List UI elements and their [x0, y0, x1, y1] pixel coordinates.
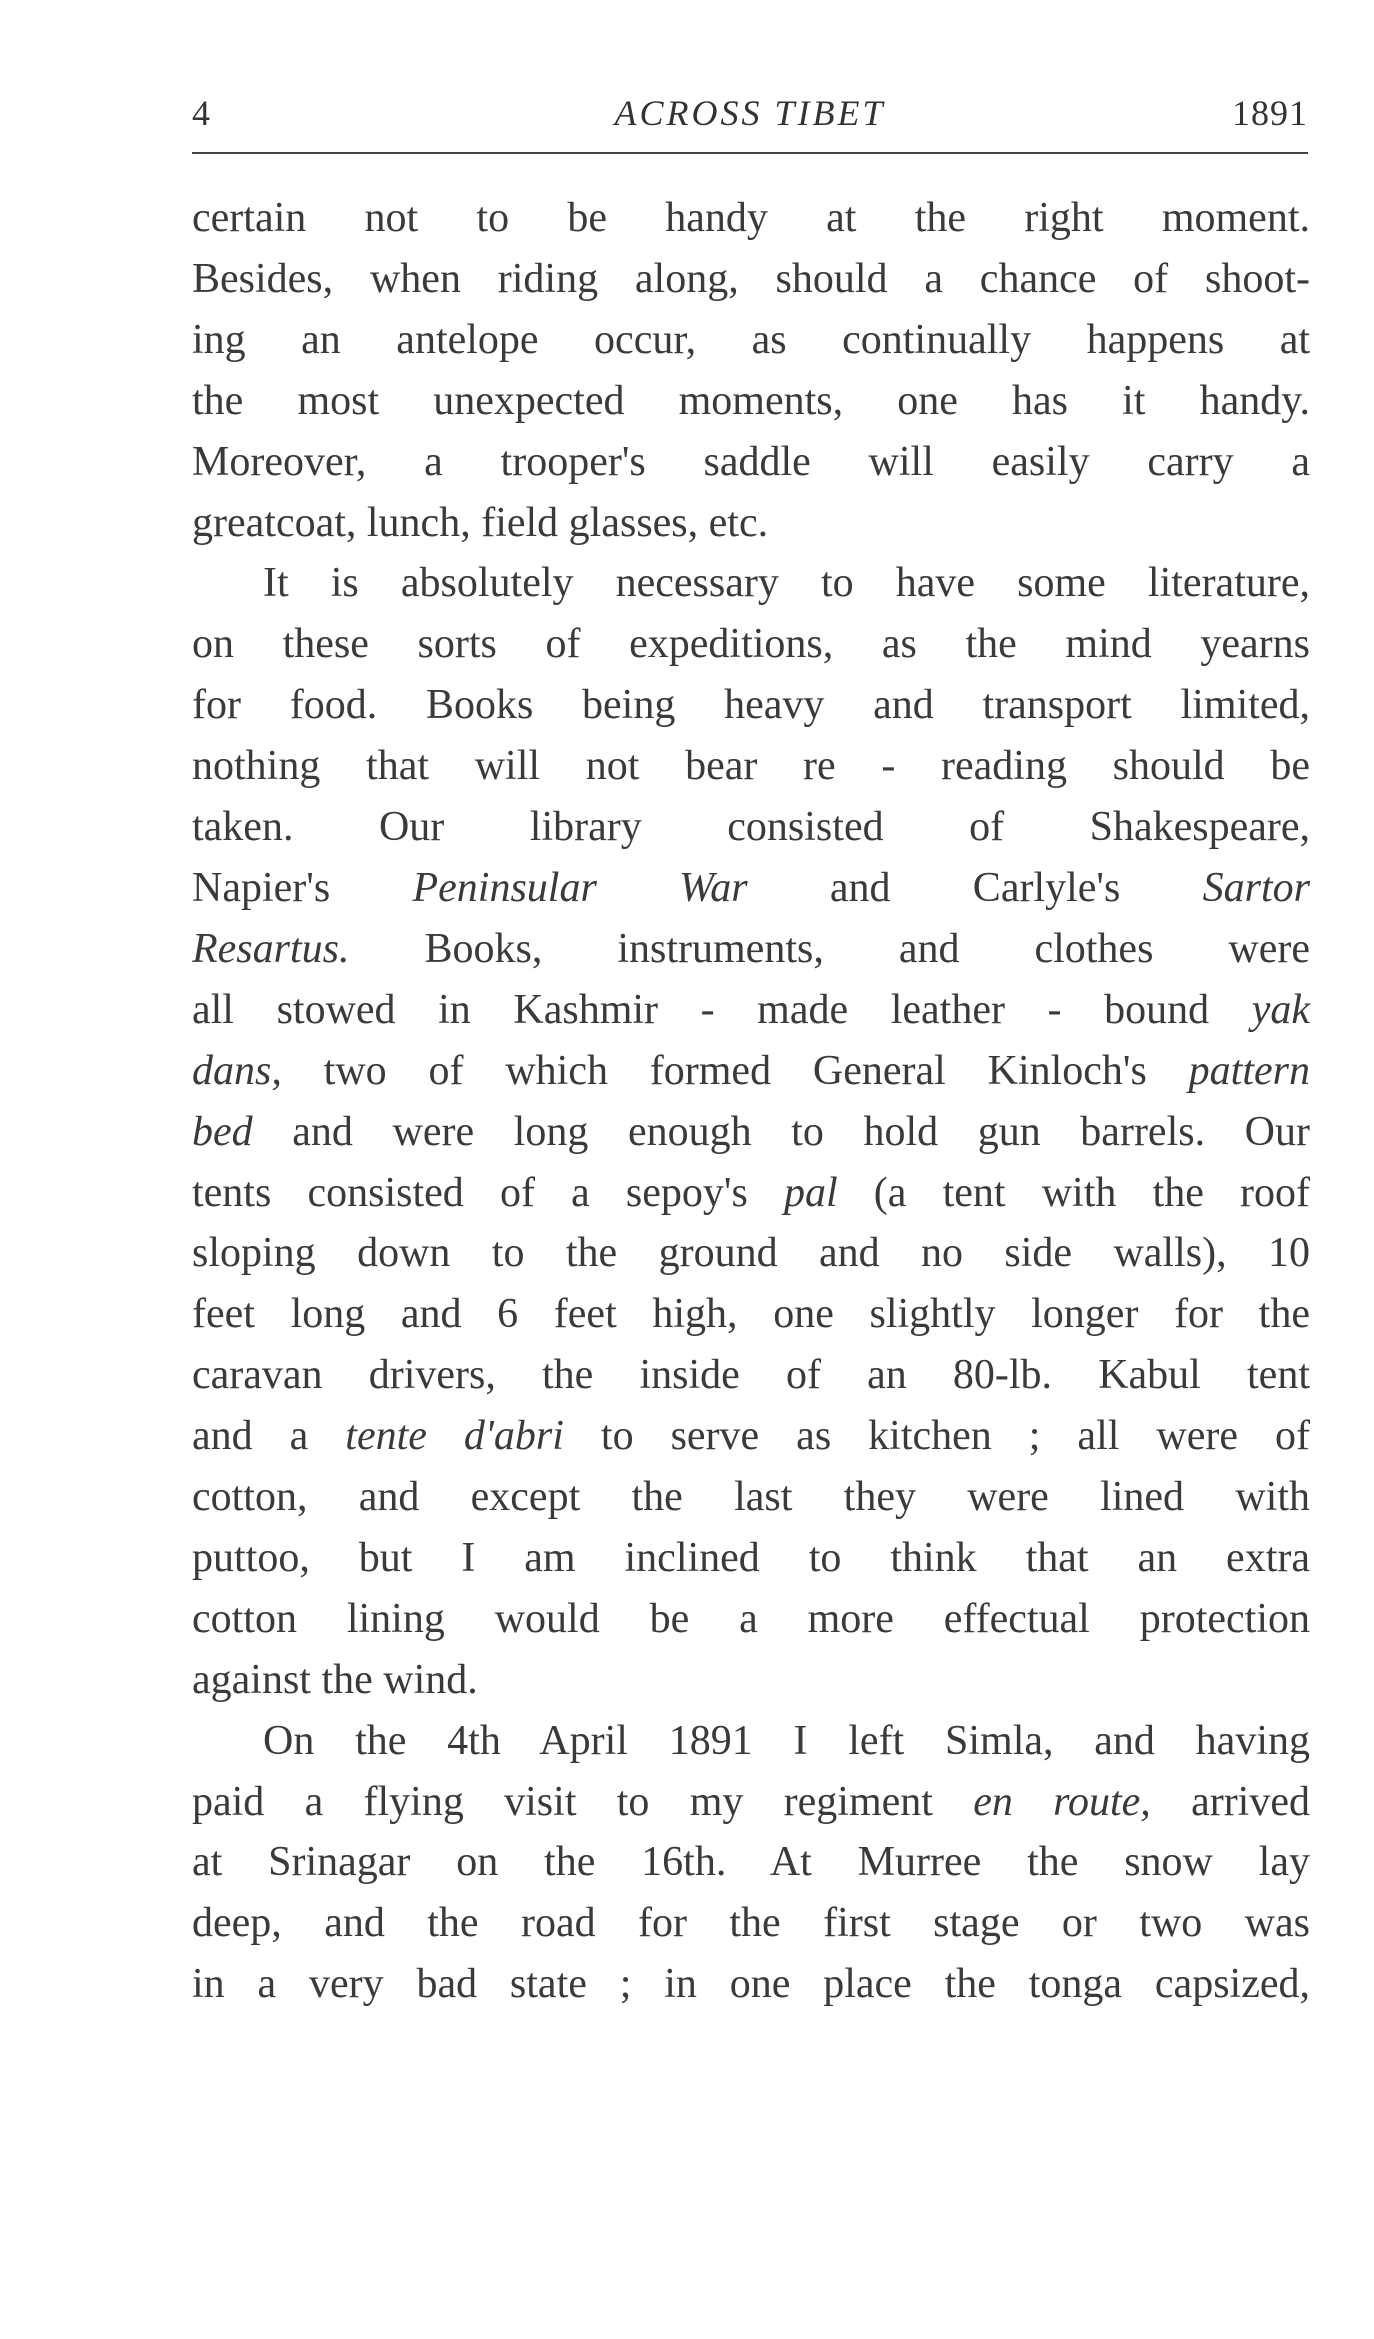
text-run: tents consisted of a sepoy's	[192, 1169, 784, 1216]
text-line: Moreover, a trooper's saddle will easily carry a	[192, 438, 1310, 485]
italic-title: Peninsular War	[412, 864, 748, 911]
italic-term: tente d'abri	[345, 1413, 564, 1460]
text-line: certain not to be handy at the right moment.	[192, 195, 1310, 241]
italic-term: bed	[192, 1108, 253, 1155]
text-line: Besides, when riding along, should a chance of shoot-	[192, 255, 1310, 302]
italic-term: dans,	[192, 1047, 282, 1094]
text-run: paid a flying visit to my regiment	[192, 1778, 974, 1825]
italic-term: en route,	[973, 1778, 1151, 1825]
text-line: on these sorts of expeditions, as the mind yearns	[192, 621, 1310, 668]
text-run: and were long enough to hold gun barrels. Our	[252, 1108, 1310, 1155]
text-line: sloping down to the ground and no side walls), 10	[192, 1230, 1310, 1277]
italic-title: Resartus.	[192, 925, 350, 972]
body-text	[192, 188, 1310, 2015]
text-run: to serve as kitchen ; all were of	[563, 1413, 1310, 1460]
text-line: the most unexpected moments, one has it handy.	[192, 377, 1310, 424]
text-line	[192, 1163, 1310, 1224]
text-line	[192, 919, 1310, 980]
paragraph-literature	[192, 553, 1310, 1710]
text-line: for food. Books being heavy and transport limited,	[192, 682, 1310, 729]
text-line: feet long and 6 feet high, one slightly longer for the	[192, 1291, 1310, 1338]
text-run: (a tent with the roof	[837, 1169, 1310, 1216]
italic-term: pal	[783, 1169, 838, 1216]
text-run: arrived	[1150, 1778, 1310, 1825]
text-line: greatcoat, lunch, field glasses, etc.	[192, 499, 769, 546]
page-number: 4	[192, 93, 211, 133]
text-line: It is absolutely necessary to have some literature,	[263, 560, 1310, 607]
text-line: ing an antelope occur, as continually happens at	[192, 316, 1310, 363]
paragraph-continued	[192, 188, 1310, 553]
header-rule	[192, 152, 1308, 154]
text-line: against the wind.	[192, 1656, 478, 1703]
text-line: taken. Our library consisted of Shakespeare,	[192, 804, 1310, 851]
running-year: 1891	[1232, 93, 1308, 133]
text-line: in a very bad state ; in one place the tonga capsized,	[192, 1961, 1310, 2008]
text-line: puttoo, but I am inclined to think that an extra	[192, 1534, 1310, 1581]
italic-title: Sartor	[1202, 864, 1310, 911]
text-run: two of which formed General Kinloch's	[281, 1047, 1189, 1094]
italic-term: pattern	[1188, 1047, 1310, 1094]
paragraph-journey	[192, 1711, 1310, 2016]
running-head	[192, 92, 1308, 144]
text-run: Napier's	[192, 864, 413, 911]
text-line	[192, 1772, 1310, 1833]
text-line	[192, 858, 1310, 919]
text-line	[192, 1041, 1310, 1102]
text-line: caravan drivers, the inside of an 80-lb. Kabul tent	[192, 1352, 1310, 1399]
text-line: nothing that will not bear re - reading should be	[192, 743, 1310, 790]
text-run: and Carlyle's	[747, 864, 1203, 911]
text-line	[192, 1102, 1310, 1163]
text-run: all stowed in Kashmir - made leather - bound	[192, 986, 1252, 1033]
text-line: cotton, and except the last they were lined with	[192, 1474, 1310, 1521]
text-line: cotton lining would be a more effectual protection	[192, 1595, 1310, 1642]
text-line: deep, and the road for the first stage or two was	[192, 1900, 1310, 1947]
text-run: and a	[192, 1413, 346, 1460]
text-line: On the 4th April 1891 I left Simla, and having	[263, 1717, 1310, 1764]
running-title: ACROSS TIBET	[614, 93, 886, 133]
text-line	[192, 980, 1310, 1041]
italic-term: yak	[1251, 986, 1310, 1033]
text-line	[192, 1406, 1310, 1467]
text-line: at Srinagar on the 16th. At Murree the snow lay	[192, 1839, 1310, 1886]
text-run: Books, instruments, and clothes were	[349, 925, 1310, 972]
